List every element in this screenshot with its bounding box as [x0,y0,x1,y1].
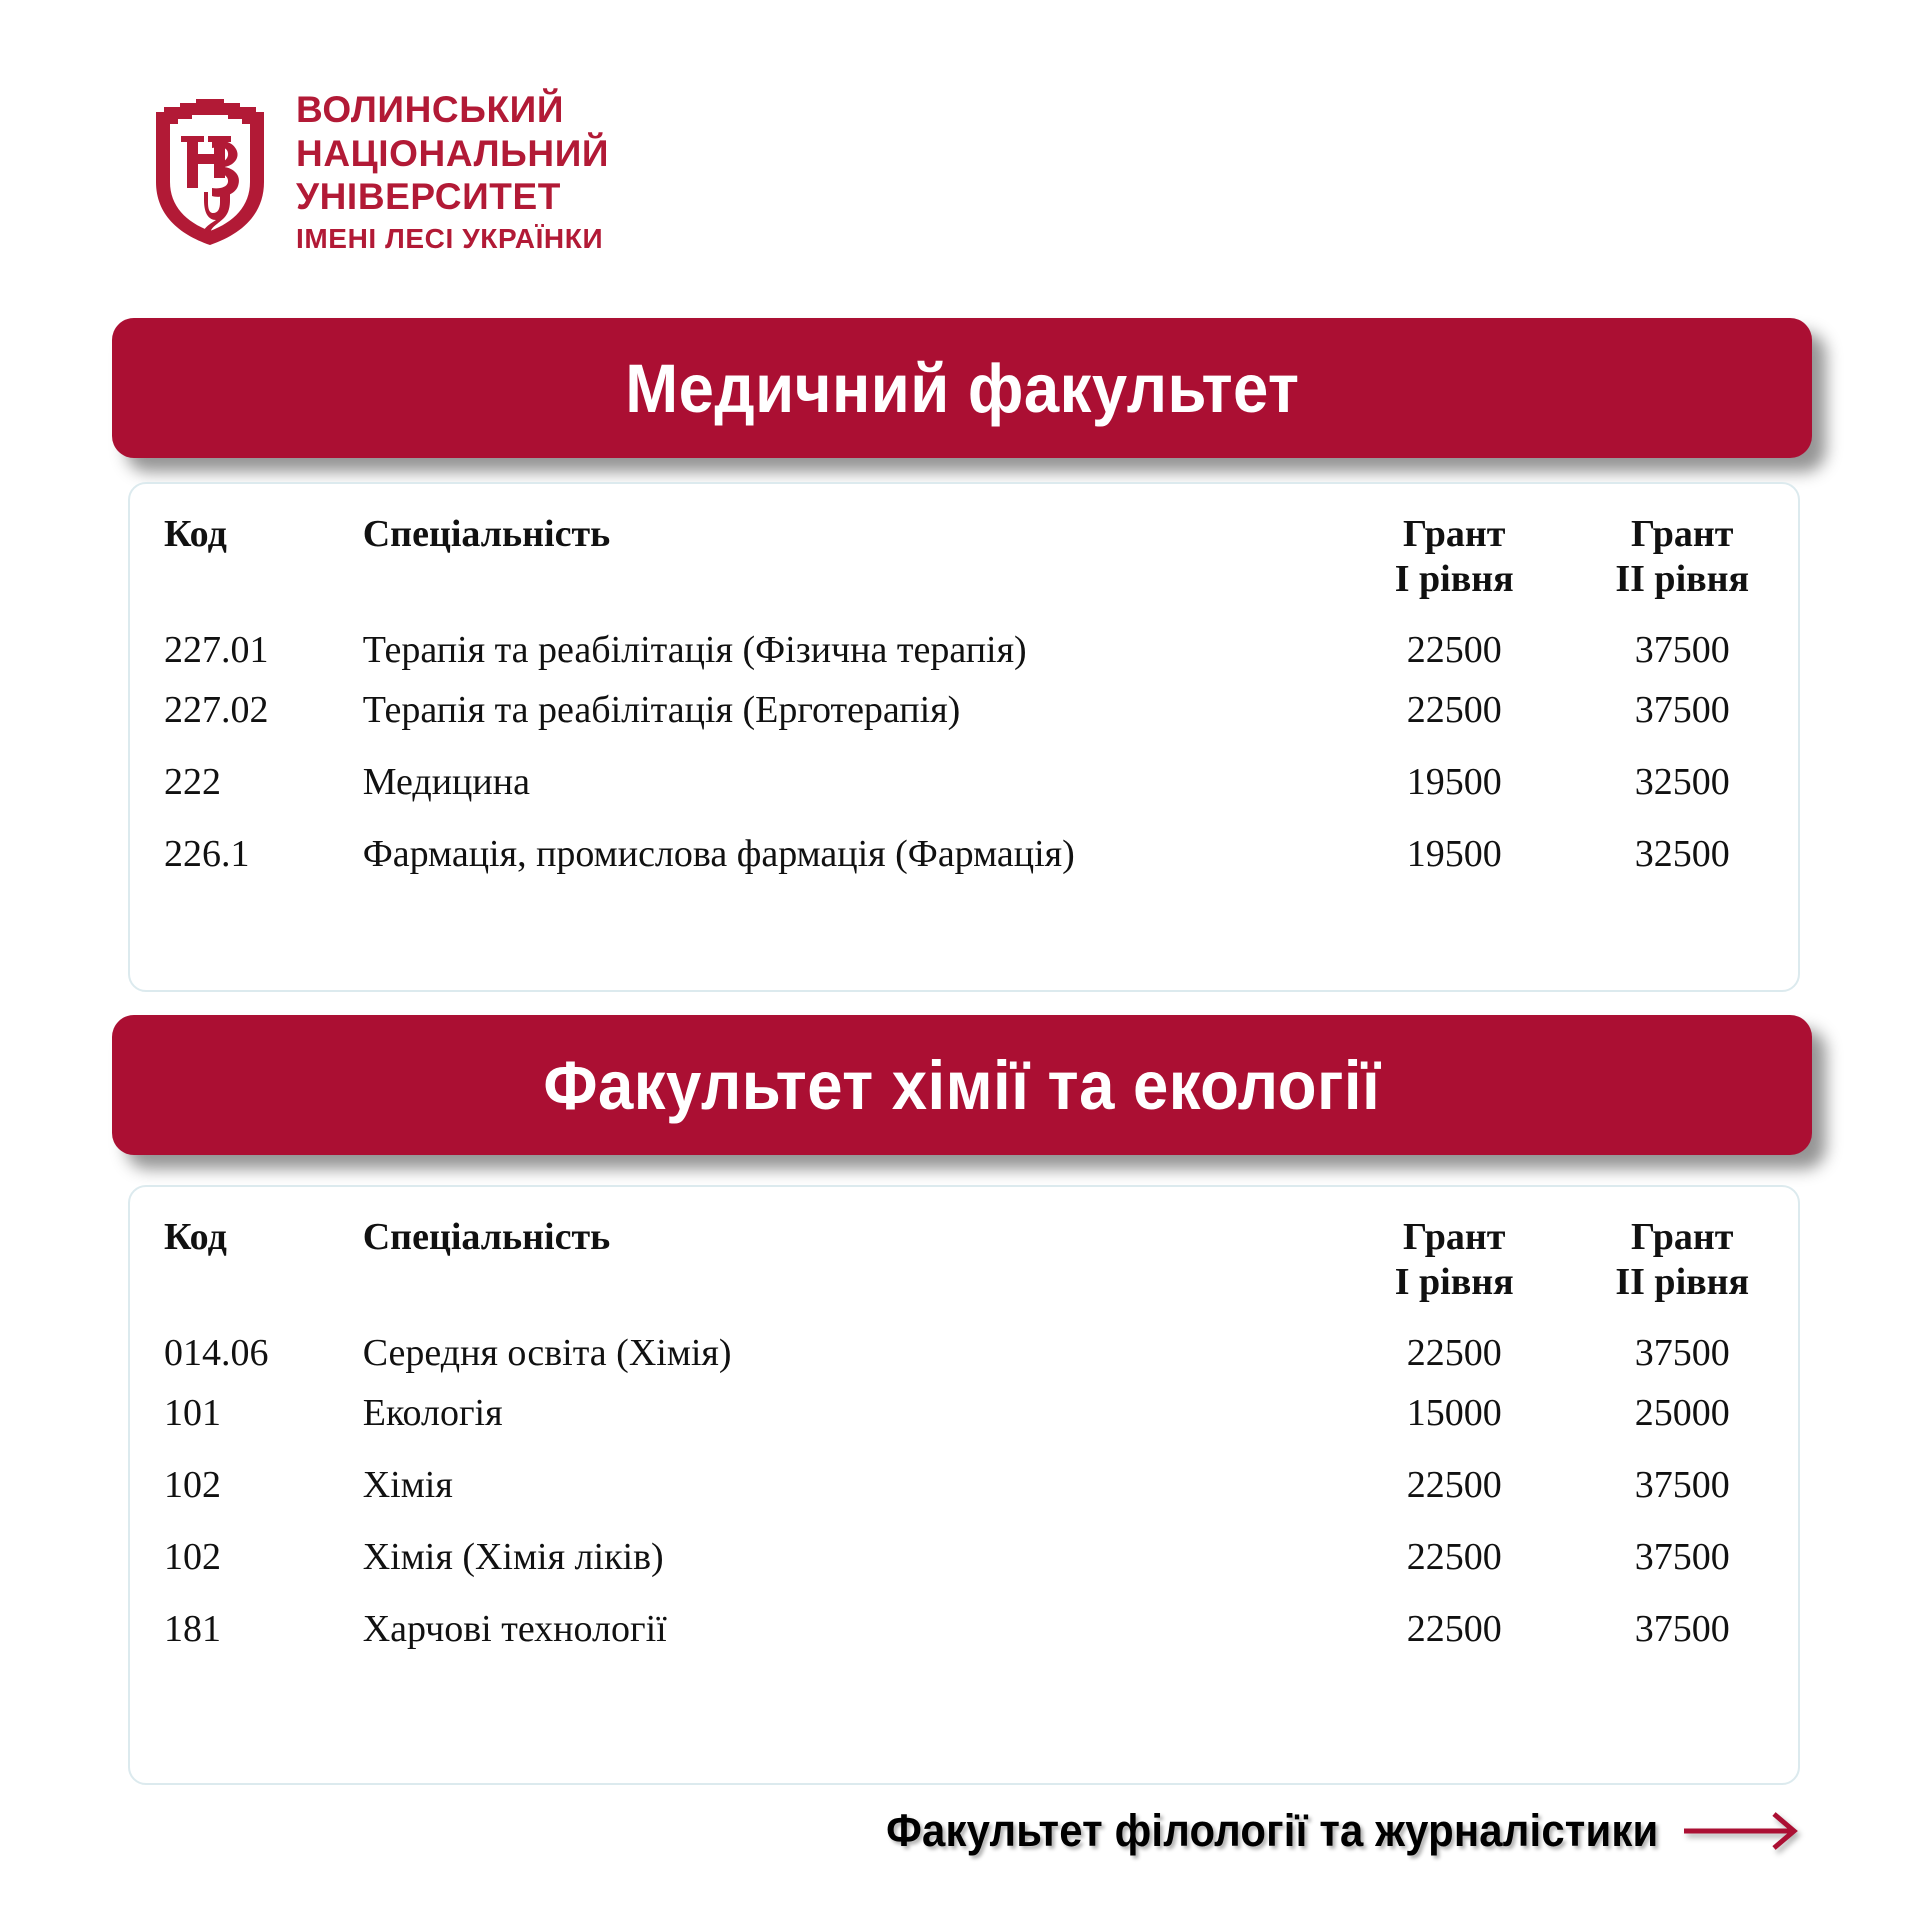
cell-specialty: Терапія та реабілітація (Фізична терапія) [362,628,1027,671]
cell-specialty: Харчові технології [362,1607,667,1650]
cell-grant-1: 22500 [1406,1463,1502,1506]
cell-grant-1: 22500 [1406,1535,1502,1578]
brand-line-4: ІМЕНІ ЛЕСІ УКРАЇНКИ [296,222,604,254]
grants-table-medical [130,484,1798,890]
grant2-label-line1: Грант [1630,513,1734,555]
column-header-specialty: Спеціальність [362,1216,611,1258]
column-header-code: Код [164,1216,227,1258]
table-row [130,1305,1798,1377]
cell-grant-2: 32500 [1634,832,1730,875]
column-header-grant-level-2 [1566,1187,1798,1305]
grant2-label-line1: Грант [1630,1216,1734,1258]
cell-code: 102 [164,1463,221,1506]
cell-grant-1: 22500 [1406,1607,1502,1650]
cell-specialty: Хімія (Хімія ліків) [362,1535,664,1578]
cell-grant-2: 25000 [1634,1391,1730,1434]
cell-code: 101 [164,1391,221,1434]
table-header-medical [130,484,1798,602]
cell-specialty: Терапія та реабілітація (Ерготерапія) [362,688,961,731]
cell-grant-1: 19500 [1406,760,1502,803]
column-header-code: Код [164,513,227,555]
cell-specialty: Фармація, промислова фармація (Фармація) [362,832,1075,875]
next-faculty-label: Факультет філології та журналістики [885,1805,1658,1856]
cell-specialty: Середня освіта (Хімія) [362,1331,732,1374]
cell-specialty: Хімія [362,1463,453,1506]
cell-grant-2: 37500 [1634,1331,1730,1374]
table-header-chemistry [130,1187,1798,1305]
table-row [130,1593,1798,1665]
table-row [130,1377,1798,1449]
cell-grant-2: 37500 [1634,1535,1730,1578]
grants-table-card-medical [128,482,1800,992]
grants-table-chemistry [130,1187,1798,1665]
table-body-chemistry [130,1305,1798,1665]
cell-code: 227.01 [164,628,269,671]
brand-line-2: НАЦІОНАЛЬНИЙ [296,132,610,174]
cell-grant-2: 37500 [1634,1463,1730,1506]
cell-grant-2: 32500 [1634,760,1730,803]
university-shield-logo [150,96,270,248]
grant1-label-line1: Грант [1402,513,1506,555]
brand-line-3: УНІВЕРСИТЕТ [296,176,561,218]
arrow-right-icon [1682,1808,1802,1854]
banner-title-medical: Медичний факультет [624,349,1300,427]
cell-code: 226.1 [164,832,250,875]
section-banner-medical [112,318,1812,458]
cell-grant-2: 37500 [1634,628,1730,671]
grant1-label-line1: Грант [1402,1216,1506,1258]
cell-code: 227.02 [164,688,269,731]
banner-title-chemistry: Факультет хімії та екології [543,1046,1381,1124]
cell-code: 102 [164,1535,221,1578]
cell-grant-1: 22500 [1406,688,1502,731]
grant1-label-line2: I рівня [1394,557,1514,600]
cell-grant-1: 15000 [1406,1391,1502,1434]
brand-text-block [296,88,609,255]
column-header-specialty: Спеціальність [362,513,611,555]
cell-code: 181 [164,1607,221,1650]
grant2-label-line2: II рівня [1615,557,1750,600]
grant1-label-line2: I рівня [1394,1260,1514,1303]
table-row [130,1449,1798,1521]
table-body-medical [130,602,1798,890]
next-faculty-link[interactable] [828,1805,1802,1857]
cell-specialty: Екологія [362,1391,503,1434]
university-brand [150,88,609,255]
cell-grant-2: 37500 [1634,1607,1730,1650]
cell-specialty: Медицина [362,760,530,803]
cell-grant-2: 37500 [1634,688,1730,731]
cell-grant-1: 22500 [1406,1331,1502,1374]
table-row [130,674,1798,746]
cell-grant-1: 19500 [1406,832,1502,875]
table-header-row [130,1187,1798,1305]
table-row [130,1521,1798,1593]
section-banner-chemistry [112,1015,1812,1155]
grant2-label-line2: II рівня [1615,1260,1750,1303]
column-header-grant-level-1 [1342,1187,1567,1305]
table-row [130,818,1798,890]
cell-code: 222 [164,760,221,803]
table-row [130,602,1798,674]
table-row [130,746,1798,818]
column-header-grant-level-2 [1566,484,1798,602]
table-header-row [130,484,1798,602]
cell-grant-1: 22500 [1406,628,1502,671]
cell-code: 014.06 [164,1331,269,1374]
column-header-grant-level-1 [1342,484,1567,602]
grants-table-card-chemistry [128,1185,1800,1785]
brand-line-1: ВОЛИНСЬКИЙ [296,89,565,130]
